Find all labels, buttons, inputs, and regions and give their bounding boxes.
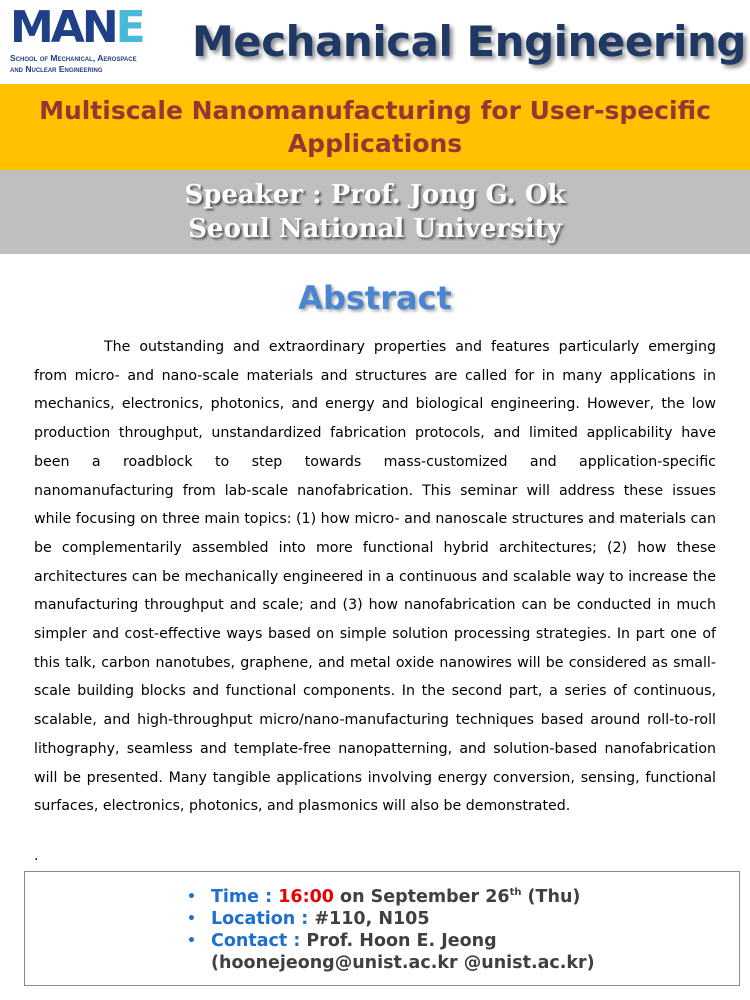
speaker-affiliation: Seoul National University [188, 214, 562, 244]
logo-word-light: E [115, 2, 143, 53]
header [0, 0, 750, 84]
logo-word-dark: MAN [10, 2, 116, 53]
department-title: Mechanical Engineering [192, 17, 746, 66]
location-value: #110, N105 [314, 909, 430, 929]
speaker-band [0, 170, 750, 254]
contact-name: Prof. Hoon E. Jeong [306, 931, 497, 951]
bullet-icon: • [187, 933, 196, 949]
event-info-list [187, 886, 595, 974]
time-date-suffix: th [509, 887, 522, 899]
talk-title-band [0, 84, 750, 170]
info-item-location [187, 908, 595, 930]
abstract-heading: Abstract [298, 279, 452, 317]
info-item-time [187, 886, 595, 908]
contact-email: (hoonejeong@unist.ac.kr @unist.ac.kr) [211, 953, 595, 973]
logo-subtitle-line1: School of Mechanical, Aerospace [10, 53, 137, 63]
logo-wordmark [10, 2, 143, 53]
time-value: 16:00 [278, 887, 334, 907]
info-item-contact [187, 930, 595, 952]
abstract-body: The outstanding and extraordinary properties and features particularly emerging from micro- and nano-scale materials and structures are called for in many applications in mechanics, electronics, photonics, and energy and biological engineering. However, the low production throughput, unstandardized fabrication protocols, and limited applicability have been a roadblock to step towards mass-customized and application-specific nanomanufacturing from lab-scale nanofabrication. This seminar will address these issues while focusing on three main topics: (1) how micro- and nanoscale structures and materials can be complementarily assembled into more functional hybrid architectures; (2) how these architectures can be mechanically engineered in a continuous and scalable way to increase the manufacturing throughput and scale; and (3) how nanofabrication can be conducted in much simpler and cost-effective ways based on simple solution processing strategies. In part one of this talk, carbon nanotubes, graphene, and metal oxide nanowires will be considered as small-scale building blocks and functional components. In the second part, a series of continuous, scalable, and high-throughput micro/nano-manufacturing techniques based around roll-to-roll lithography, seamless and template-free nanopatterning, and solution-based nanofabrication will be presented. Many tangible applications involving energy conversion, sensing, functional surfaces, electronics, photonics, and plasmonics will also be demonstrated. [34, 339, 716, 815]
location-label: Location : [211, 909, 315, 929]
event-info-box [24, 871, 740, 986]
bullet-icon: • [187, 889, 196, 905]
contact-label: Contact : [211, 931, 307, 951]
logo-subtitle-line2: and Nuclear Engineering [10, 64, 103, 74]
time-label: Time : [211, 887, 279, 907]
talk-title-line2: Applications [287, 129, 463, 158]
talk-title [25, 94, 725, 160]
info-item-contact-email [187, 952, 595, 974]
logo-subtitle [10, 53, 185, 75]
time-date: on September 26 [333, 887, 510, 907]
mane-logo [10, 2, 182, 78]
speaker-name: Speaker : Prof. Jong G. Ok [184, 180, 566, 210]
talk-title-line1: Multiscale Nanomanufacturing for User-specific [39, 96, 711, 125]
bullet-icon: • [187, 911, 196, 927]
trailing-mark: . [34, 848, 39, 864]
time-weekday: (Thu) [521, 887, 581, 907]
